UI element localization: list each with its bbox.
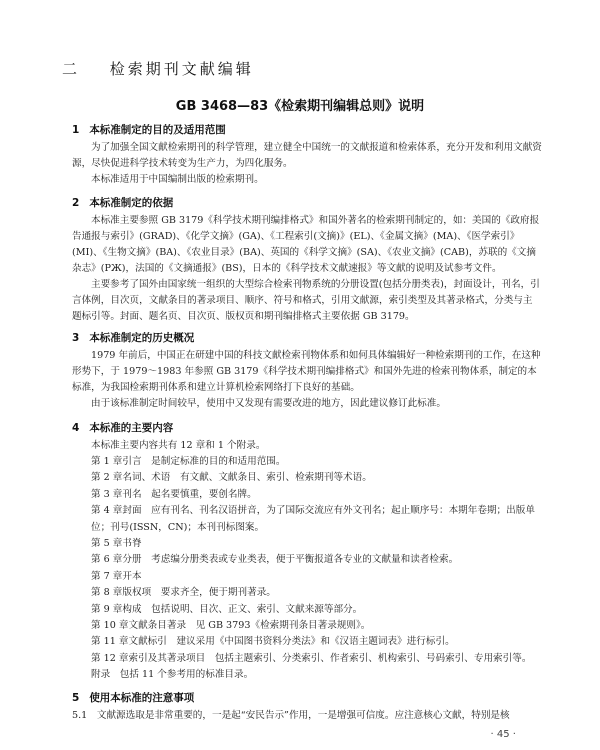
list-item: 第 9 章构成 包括说明、目次、正文、索引、文献来源等部分。 xyxy=(91,603,363,615)
list-item: 第 10 章文献条目著录 见 GB 3793《检索期刊条目著录规则》。 xyxy=(91,620,371,632)
section-1-heading: 1 本标准制定的目的及适用范围 xyxy=(72,124,226,136)
section-5-heading: 5 使用本标准的注意事项 xyxy=(72,692,195,704)
paragraph: 1979 年前后，中国正在研建中国的科技文献检索刊物体系和如何具体编辑好一种检索期刊的工作，在这种形势下，于 1979～1983 年参照 GB 3179《科学技术期刊编排格式》和国外先进的检索刊物体系，制定的本标准，为我国检索期刊体系和建立计算机检索网络打下良好的基础。 xyxy=(72,350,541,393)
section-3-body xyxy=(72,348,542,412)
section-4-heading: 4 本标准的主要内容 xyxy=(72,422,174,434)
section-4-body xyxy=(72,438,542,684)
page-number: · 45 · xyxy=(490,729,516,740)
paragraph: 为了加强全国文献检索期刊的科学管理，建立健全中国统一的文献报道和检索体系，充分开发和利用文献资源，尽快促进科学技术转变为生产力，为四化服务。 xyxy=(72,142,542,169)
list-item: 第 8 章版权项 要求齐全，便于期刊著录。 xyxy=(91,587,276,599)
paragraph: 主要参考了国外由国家统一组织的大型综合检索刊物系统的分册设置(包括分册类表)，封面设计，刊名，引言体例，目次页，文献条目的著录项目、顺序、符号和格式，引用文献源，索引类型及其著录格式，分类与主题标引等。封面、题名页、目次页、版权页和期刊编排格式主要依据 GB 3179。 xyxy=(72,279,540,322)
chapter-heading xyxy=(62,58,254,79)
paragraph: 5.1 文献源选取是非常重要的，一是起“安民告示”作用，一是增强可信度。应注意核心文献，特别是核 xyxy=(72,710,510,721)
list-item: 第 1 章引言 是制定标准的目的和适用范围。 xyxy=(91,456,286,467)
section-1-body xyxy=(72,140,542,188)
chapter-title: 检索期刊文献编辑 xyxy=(109,60,254,78)
list-item: 第 11 章文献标引 建议采用《中国图书资料分类法》和《汉语主题词表》进行标引。 xyxy=(91,636,455,648)
list-item: 第 12 章索引及其著录项目 包括主题索引、分类索引、作者索引、机构索引、号码索引、专用索引等。 xyxy=(91,652,532,664)
section-2-body xyxy=(72,213,542,325)
section-2-heading: 2 本标准制定的依据 xyxy=(72,197,174,209)
list-item: 第 7 章开本 xyxy=(91,570,142,582)
chapter-number: 二 xyxy=(62,60,81,78)
paragraph: 由于该标准制定时间较早，使用中又发现有需要改进的地方，因此建议修订此标准。 xyxy=(91,398,446,409)
paragraph: 本标准主要内容共有 12 章和 1 个附录。 xyxy=(91,440,266,451)
paragraph: 本标准主要参照 GB 3179《科学技术期刊编排格式》和国外著名的检索期刊制定的，如：美国的《政府报告通报与索引》(GRAD)、《化学文摘》(GA)、《工程索引(文摘)》(EL)、《金属文摘》(MA)、《医学索引》(MI)、《生物文摘》(BA)、《农业目录》(BA)、英国的《科学文摘》(SA)、《农业文摘》(CAB)，苏联的《文摘杂志》(PЖ)，法国的《文摘通报》(BS)，日本的《科学技术文献速报》等文献的说明及试参考文件。 xyxy=(72,215,540,274)
list-item: 第 3 章刊名 起名要慎重，要创名牌。 xyxy=(91,488,257,500)
list-item: 附录 包括 11 个参考用的标准目录。 xyxy=(91,669,254,681)
section-5-body xyxy=(72,708,542,724)
section-3-heading: 3 本标准制定的历史概况 xyxy=(72,332,195,344)
list-item: 第 5 章书脊 xyxy=(91,538,142,550)
list-item: 第 4 章封面 应有刊名、刊名汉语拼音，为了国际交流应有外文刊名；起止顺序号：本期年卷期；出版单位；刊号(ISSN，CN)；本刊刊标图案。 xyxy=(91,505,535,533)
paragraph: 本标准适用于中国编制出版的检索期刊。 xyxy=(91,174,264,185)
list-item: 第 6 章分册 考虑编分册类表或专业类表，便于平衡报道各专业的文献量和读者检索。 xyxy=(91,554,459,566)
document-title: GB 3468—83《检索期刊编辑总则》说明 xyxy=(175,99,425,114)
list-item: 第 2 章名词、术语 有文献、文献条目、索引、检索期刊等术语。 xyxy=(91,472,372,484)
